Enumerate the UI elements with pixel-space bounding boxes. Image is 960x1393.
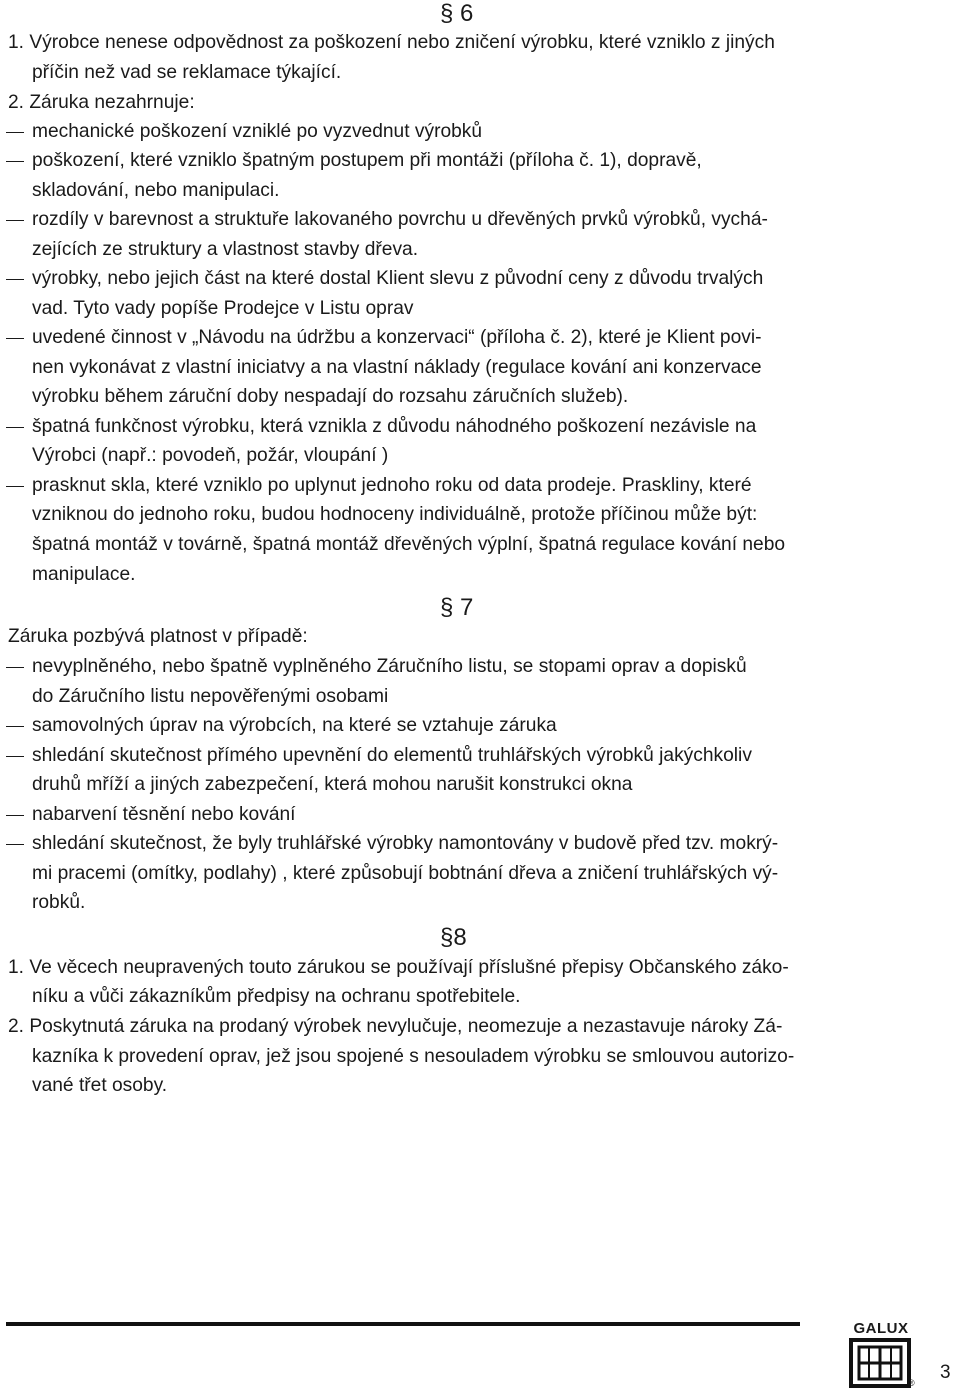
- s7-line-2: nevyplněného, nebo špatně vyplněného Záručního listu, se stopami oprav a dopisků: [32, 656, 747, 677]
- bullet-dash: [6, 132, 24, 133]
- s6-line-14: špatná funkčnost výrobku, která vznikla z důvodu náhodného poškození nezávisle na: [32, 416, 757, 437]
- s6-line-7: rozdíly v barevnost a struktuře lakovaného povrchu u dřevěných prvků výrobků, vychá-: [32, 209, 768, 230]
- s6-line-2: příčin než vad se reklamace týkající.: [32, 62, 342, 83]
- s7-line-5: shledání skutečnost přímého upevnění do elementů truhlářských výrobků jakýchkoliv: [32, 745, 752, 766]
- bullet-dash: [6, 486, 24, 487]
- bullet-dash: [6, 161, 24, 162]
- bullet-dash: [6, 667, 24, 668]
- s6-line-17: vzniknou do jednoho roku, budou hodnoceny individuálně, protože příčinou může být:: [32, 504, 758, 525]
- page-number: 3: [940, 1362, 951, 1383]
- s6-line-11: uvedené činnost v „Návodu na údržbu a konzervaci“ (příloha č. 2), které je Klient povi-: [32, 327, 762, 348]
- s6-line-1: 1. Výrobce nenese odpovědnost za poškození nebo zničení výrobku, které vzniklo z jiných: [8, 32, 775, 53]
- s6-line-10: vad. Tyto vady popíše Prodejce v Listu oprav: [32, 298, 414, 319]
- s7-line-1: Záruka pozbývá platnost v případě:: [8, 626, 308, 647]
- s6-line-19: manipulace.: [32, 564, 136, 585]
- s6-line-12: nen vykonávat z vlastní iniciatvy a na vlastní náklady (regulace kování ani konzervace: [32, 357, 762, 378]
- bullet-dash: [6, 815, 24, 816]
- bullet-dash: [6, 338, 24, 339]
- section-8-heading: §8: [440, 924, 467, 951]
- s6-line-5: poškození, které vzniklo špatným postupem při montáži (příloha č. 1), dopravě,: [32, 150, 702, 171]
- section-7-heading: § 7: [440, 594, 474, 621]
- s6-line-3: 2. Záruka nezahrnuje:: [8, 92, 195, 113]
- s6-line-6: skladování, nebo manipulaci.: [32, 180, 280, 201]
- s6-line-9: výrobky, nebo jejich část na které dostal Klient slevu z původní ceny z důvodu trvalých: [32, 268, 764, 289]
- s8-line-1: 1. Ve věcech neupravených touto zárukou se používají příslušné přepisy Občanského záko-: [8, 957, 789, 978]
- s6-line-4: mechanické poškození vzniklé po vyzvednut výrobků: [32, 121, 483, 142]
- bullet-dash: [6, 726, 24, 727]
- bullet-dash: [6, 220, 24, 221]
- s7-line-7: nabarvení těsnění nebo kování: [32, 804, 296, 825]
- bullet-dash: [6, 279, 24, 280]
- registered-mark: ®: [908, 1378, 915, 1388]
- galux-logo: [848, 1320, 916, 1392]
- window-grid-icon: [848, 1338, 916, 1390]
- s6-line-13: výrobku během záruční doby nespadají do rozsahu záručních služeb).: [32, 386, 629, 407]
- footer-rule: [6, 1322, 800, 1326]
- s8-line-4: kazníka k provedení oprav, jež jsou spojené s nesouladem výrobku se smlouvou autorizo-: [32, 1046, 795, 1067]
- logo-wordmark: GALUX: [853, 1320, 909, 1337]
- s8-line-5: vané třet osoby.: [32, 1075, 168, 1096]
- s8-line-3: 2. Poskytnutá záruka na prodaný výrobek nevylučuje, neomezuje a nezastavuje nároky Zá-: [8, 1016, 783, 1037]
- s6-line-16: prasknut skla, které vzniklo po uplynut jednoho roku od data prodeje. Praskliny, které: [32, 475, 752, 496]
- bullet-dash: [6, 844, 24, 845]
- s6-line-18: špatná montáž v továrně, špatná montáž dřevěných výplní, špatná regulace kování nebo: [32, 534, 786, 555]
- bullet-dash: [6, 756, 24, 757]
- s6-line-15: Výrobci (např.: povodeň, požár, vloupání ): [32, 445, 389, 466]
- s7-line-3: do Záručního listu nepověřenými osobami: [32, 686, 389, 707]
- s7-line-8: shledání skutečnost, že byly truhlářské výrobky namontovány v budově před tzv. mokrý-: [32, 833, 779, 854]
- s7-line-4: samovolných úprav na výrobcích, na které se vztahuje záruka: [32, 715, 557, 736]
- s7-line-6: druhů mříží a jiných zabezpečení, která mohou narušit konstrukci okna: [32, 774, 633, 795]
- s7-line-9: mi pracemi (omítky, podlahy) , které způsobují bobtnání dřeva a zničení truhlářských vý-: [32, 863, 779, 884]
- bullet-dash: [6, 427, 24, 428]
- section-6-heading: § 6: [440, 0, 474, 27]
- s6-line-8: zejících ze struktury a vlastnost stavby dřeva.: [32, 239, 419, 260]
- s7-line-10: robků.: [32, 892, 86, 913]
- s8-line-2: níku a vůči zákazníkům předpisy na ochranu spotřebitele.: [32, 986, 521, 1007]
